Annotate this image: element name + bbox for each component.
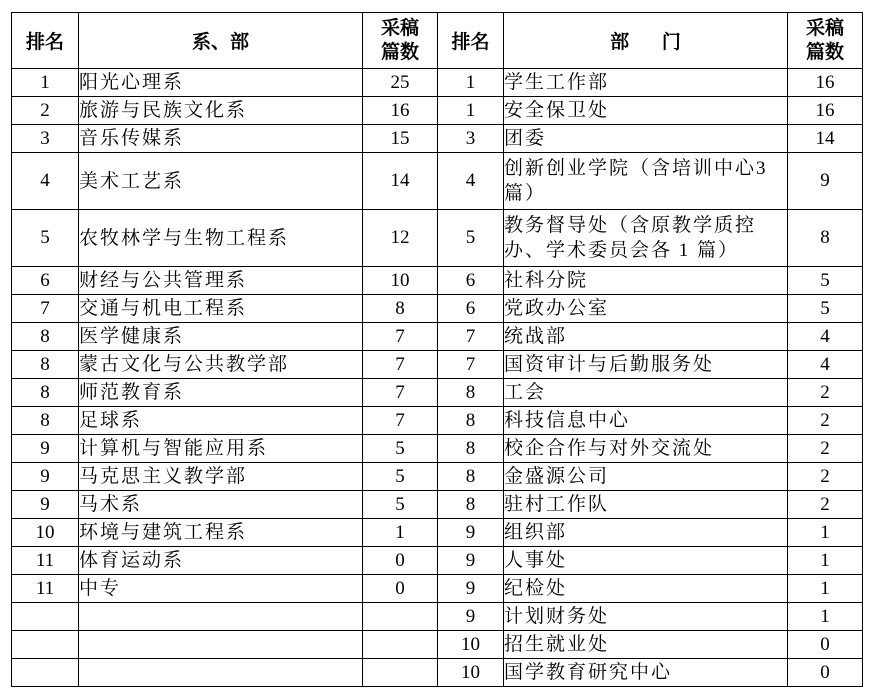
table-row <box>12 295 863 323</box>
right-rank-cell: 1 <box>438 69 504 97</box>
left-rank-cell: 4 <box>12 153 79 210</box>
right-dept-name-cell: 计划财务处 <box>504 603 788 631</box>
table-header-row <box>12 13 863 69</box>
left-dept-name-cell <box>79 659 363 687</box>
right-dept-name-cell: 学生工作部 <box>504 69 788 97</box>
left-count-cell: 5 <box>363 435 438 463</box>
header-rank-right: 排名 <box>438 13 504 69</box>
left-count-cell <box>363 631 438 659</box>
left-dept-name-cell: 旅游与民族文化系 <box>79 97 363 125</box>
left-dept-name-cell: 足球系 <box>79 407 363 435</box>
right-dept-name-cell: 工会 <box>504 379 788 407</box>
left-dept-name-cell: 音乐传媒系 <box>79 125 363 153</box>
left-dept-name-cell: 蒙古文化与公共教学部 <box>79 351 363 379</box>
table-row <box>12 407 863 435</box>
left-count-cell: 7 <box>363 379 438 407</box>
left-dept-name-cell: 马克思主义教学部 <box>79 463 363 491</box>
left-dept-name-cell: 计算机与智能应用系 <box>79 435 363 463</box>
left-count-cell <box>363 659 438 687</box>
left-rank-cell: 2 <box>12 97 79 125</box>
right-dept-name-cell: 校企合作与对外交流处 <box>504 435 788 463</box>
left-count-cell: 15 <box>363 125 438 153</box>
right-count-cell: 2 <box>788 463 863 491</box>
left-count-cell: 0 <box>363 575 438 603</box>
right-dept-name-cell: 金盛源公司 <box>504 463 788 491</box>
left-count-cell: 7 <box>363 407 438 435</box>
header-dept-left: 系、部 <box>79 13 363 69</box>
right-dept-name-cell: 国资审计与后勤服务处 <box>504 351 788 379</box>
left-count-cell: 10 <box>363 267 438 295</box>
table-row <box>12 547 863 575</box>
right-dept-name-cell: 驻村工作队 <box>504 491 788 519</box>
right-rank-cell: 8 <box>438 379 504 407</box>
right-dept-name-cell: 统战部 <box>504 323 788 351</box>
right-dept-name-cell: 创新创业学院（含培训中心3 篇） <box>504 153 788 210</box>
left-dept-name-cell <box>79 631 363 659</box>
left-rank-cell: 7 <box>12 295 79 323</box>
right-dept-name-cell: 教务督导处（含原教学质控办、学术委员会各 1 篇） <box>504 210 788 267</box>
left-dept-name-cell: 阳光心理系 <box>79 69 363 97</box>
right-dept-name-cell: 人事处 <box>504 547 788 575</box>
left-dept-name-cell: 美术工艺系 <box>79 153 363 210</box>
table-row <box>12 519 863 547</box>
right-count-cell: 1 <box>788 547 863 575</box>
right-rank-cell: 10 <box>438 659 504 687</box>
right-count-cell: 2 <box>788 379 863 407</box>
right-rank-cell: 8 <box>438 407 504 435</box>
right-count-cell: 9 <box>788 153 863 210</box>
left-rank-cell: 8 <box>12 379 79 407</box>
left-dept-name-cell: 马术系 <box>79 491 363 519</box>
right-rank-cell: 3 <box>438 125 504 153</box>
right-count-cell: 0 <box>788 631 863 659</box>
left-count-cell: 5 <box>363 491 438 519</box>
left-dept-name-cell <box>79 603 363 631</box>
table-row <box>12 153 863 210</box>
table-row <box>12 463 863 491</box>
right-count-cell: 1 <box>788 603 863 631</box>
right-dept-name-cell: 党政办公室 <box>504 295 788 323</box>
left-dept-name-cell: 农牧林学与生物工程系 <box>79 210 363 267</box>
table-row <box>12 323 863 351</box>
right-count-cell: 5 <box>788 267 863 295</box>
left-count-cell: 7 <box>363 351 438 379</box>
header-count-right <box>788 13 863 69</box>
right-dept-name-cell: 纪检处 <box>504 575 788 603</box>
right-rank-cell: 7 <box>438 351 504 379</box>
table-row <box>12 97 863 125</box>
left-dept-name-cell: 财经与公共管理系 <box>79 267 363 295</box>
right-dept-name-cell: 安全保卫处 <box>504 97 788 125</box>
header-count-line2: 篇数 <box>380 41 419 63</box>
left-count-cell: 8 <box>363 295 438 323</box>
table-row <box>12 267 863 295</box>
left-rank-cell <box>12 603 79 631</box>
right-rank-cell: 5 <box>438 210 504 267</box>
left-rank-cell: 8 <box>12 351 79 379</box>
left-rank-cell: 9 <box>12 463 79 491</box>
right-rank-cell: 7 <box>438 323 504 351</box>
right-rank-cell: 9 <box>438 603 504 631</box>
right-dept-name-cell: 组织部 <box>504 519 788 547</box>
right-count-cell: 14 <box>788 125 863 153</box>
right-rank-cell: 6 <box>438 267 504 295</box>
left-rank-cell: 11 <box>12 575 79 603</box>
right-count-cell: 1 <box>788 519 863 547</box>
left-count-cell: 14 <box>363 153 438 210</box>
right-rank-cell: 8 <box>438 435 504 463</box>
left-count-cell: 12 <box>363 210 438 267</box>
table-row <box>12 631 863 659</box>
left-count-cell: 5 <box>363 463 438 491</box>
left-rank-cell: 8 <box>12 407 79 435</box>
right-count-cell: 8 <box>788 210 863 267</box>
right-count-cell: 4 <box>788 323 863 351</box>
header-dept-right: 部 门 <box>504 13 788 69</box>
right-dept-name-cell: 社科分院 <box>504 267 788 295</box>
header-count-line1: 采稿 <box>380 17 419 39</box>
right-rank-cell: 6 <box>438 295 504 323</box>
table-row <box>12 659 863 687</box>
right-rank-cell: 4 <box>438 153 504 210</box>
left-count-cell: 16 <box>363 97 438 125</box>
left-dept-name-cell: 医学健康系 <box>79 323 363 351</box>
right-dept-name-cell: 招生就业处 <box>504 631 788 659</box>
left-count-cell: 0 <box>363 547 438 575</box>
right-rank-cell: 9 <box>438 575 504 603</box>
table-row <box>12 210 863 267</box>
table-row <box>12 351 863 379</box>
table-row <box>12 603 863 631</box>
table-row <box>12 379 863 407</box>
right-count-cell: 16 <box>788 69 863 97</box>
submission-ranking-table <box>11 12 863 687</box>
right-dept-name-cell: 国学教育研究中心 <box>504 659 788 687</box>
right-rank-cell: 8 <box>438 463 504 491</box>
right-count-cell: 2 <box>788 435 863 463</box>
right-rank-cell: 9 <box>438 547 504 575</box>
table-row <box>12 491 863 519</box>
right-count-cell: 2 <box>788 407 863 435</box>
right-count-cell: 0 <box>788 659 863 687</box>
left-rank-cell: 11 <box>12 547 79 575</box>
right-count-cell: 5 <box>788 295 863 323</box>
table-row <box>12 125 863 153</box>
header-rank-left: 排名 <box>12 13 79 69</box>
left-dept-name-cell: 师范教育系 <box>79 379 363 407</box>
left-rank-cell: 9 <box>12 491 79 519</box>
right-dept-name-cell: 科技信息中心 <box>504 407 788 435</box>
left-count-cell: 1 <box>363 519 438 547</box>
left-rank-cell <box>12 631 79 659</box>
right-count-cell: 1 <box>788 575 863 603</box>
right-count-cell: 2 <box>788 491 863 519</box>
right-count-cell: 4 <box>788 351 863 379</box>
left-dept-name-cell: 交通与机电工程系 <box>79 295 363 323</box>
right-count-cell: 16 <box>788 97 863 125</box>
left-dept-name-cell: 环境与建筑工程系 <box>79 519 363 547</box>
left-rank-cell: 9 <box>12 435 79 463</box>
left-dept-name-cell: 中专 <box>79 575 363 603</box>
left-count-cell: 25 <box>363 69 438 97</box>
table-row <box>12 435 863 463</box>
left-rank-cell: 8 <box>12 323 79 351</box>
left-rank-cell: 1 <box>12 69 79 97</box>
left-rank-cell: 5 <box>12 210 79 267</box>
right-rank-cell: 9 <box>438 519 504 547</box>
left-rank-cell <box>12 659 79 687</box>
right-dept-name-cell: 团委 <box>504 125 788 153</box>
right-rank-cell: 1 <box>438 97 504 125</box>
table-row <box>12 575 863 603</box>
table-row <box>12 69 863 97</box>
left-dept-name-cell: 体育运动系 <box>79 547 363 575</box>
left-rank-cell: 6 <box>12 267 79 295</box>
header-count-line1: 采稿 <box>805 17 844 39</box>
right-rank-cell: 8 <box>438 491 504 519</box>
left-count-cell <box>363 603 438 631</box>
left-rank-cell: 3 <box>12 125 79 153</box>
left-count-cell: 7 <box>363 323 438 351</box>
header-count-left <box>363 13 438 69</box>
right-rank-cell: 10 <box>438 631 504 659</box>
left-rank-cell: 10 <box>12 519 79 547</box>
header-count-line2: 篇数 <box>805 41 844 63</box>
